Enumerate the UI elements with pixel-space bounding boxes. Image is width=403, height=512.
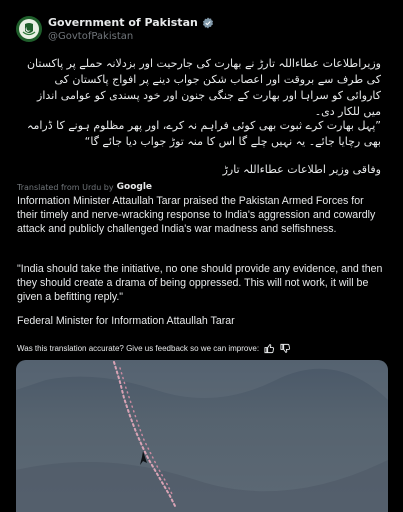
post-urdu-paragraph-1: وزیراطلاعات عطاءاللہ تارڑ نے بھارت کی جارحیت اور بزدلانہ حملے پر پاکستان کی طرف سے بروقت اور اعصاب شکن جواب دینے پر افواج پاکستان کی کاروائی کو سراہا اور بھارت کے جنگی جنون اور خود پسندی کو عوامی انداز میں للکار دی۔ [26,57,381,118]
translated-label: Translated from Urdu by [17,182,114,192]
verified-badge-icon [202,17,214,29]
post-urdu-paragraph-3: وفاقی وزیر اطلاعات عطاءاللہ تارڑ [222,163,381,176]
post-english-paragraph-2: "India should take the initiative, no one should provide any evidence, and then they should create a drama of being oppressed. This will not work, it will be given a befitting reply." [17,263,383,303]
media-sky-trail-image [16,360,388,512]
post-media-image[interactable] [16,360,388,512]
translation-attribution [17,182,152,192]
post-urdu-paragraph-2: ”پہل بھارت کرے ثبوت بھی کوئی فراہم نہ کرے، اور پھر مظلوم ہونے کا ڈرامہ بھی رچایا جائے۔ یہ نہیں چلے گا اس کا منہ توڑ جواب دیا جائے گا“ [27,119,381,148]
account-name-row[interactable] [48,16,214,29]
account-handle[interactable]: @GovtofPakistan [48,31,134,42]
thumbs-up-icon[interactable] [264,343,275,354]
post-english-paragraph-1: Information Minister Attaullah Tarar praised the Pakistan Armed Forces for their timely and nerve-wracking response to India's aggression and cowardly attack and publicly challenged India's war madness and selfishness. [17,195,376,235]
account-name[interactable]: Government of Pakistan [48,16,198,29]
post-english-paragraph-3: Federal Minister for Information Attaullah Tarar [17,315,235,327]
account-avatar[interactable] [16,16,42,42]
thumbs-down-icon[interactable] [280,343,291,354]
pakistan-emblem-icon [18,18,40,40]
translator-name: Google [116,182,153,192]
translation-feedback [17,343,291,354]
feedback-prompt: Was this translation accurate? Give us feedback so we can improve: [17,344,260,353]
